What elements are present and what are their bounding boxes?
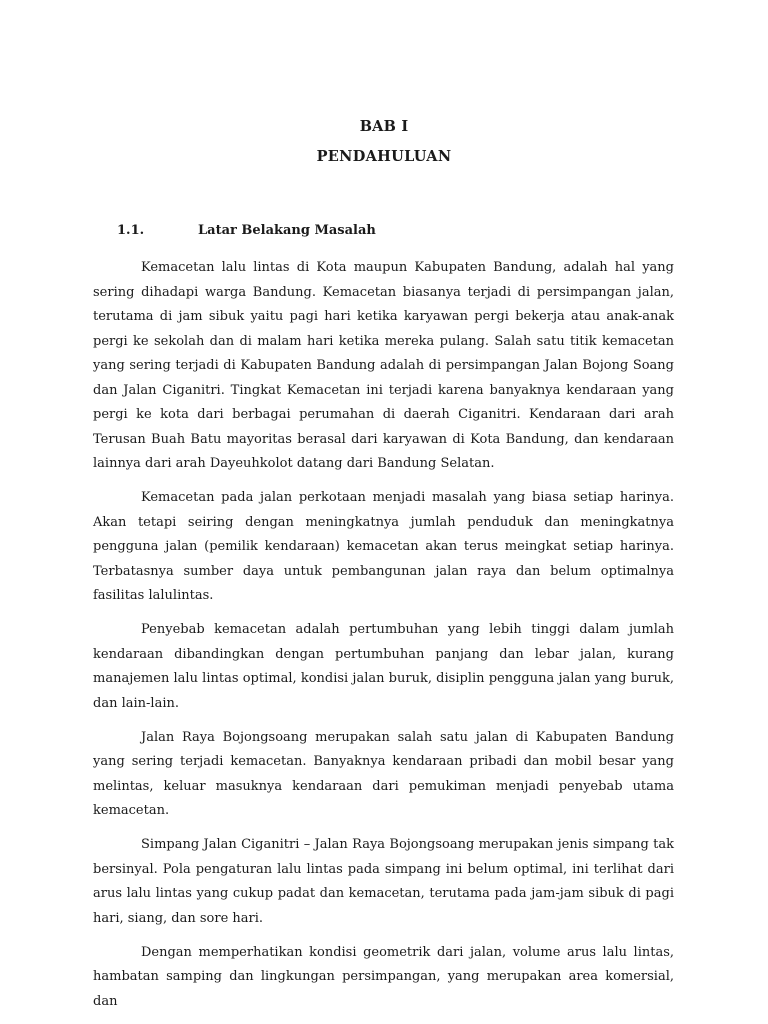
section-title: Latar Belakang Masalah xyxy=(198,223,376,238)
paragraph-1: Kemacetan lalu lintas di Kota maupun Kabupaten Bandung, adalah hal yang sering dihadapi warga Bandung. Kemacetan biasanya terjadi di persimpangan jalan, terutama di jam sibuk yaitu pagi hari ketika karyawan pergi bekerja atau anak-anak pergi ke sekolah dan di malam hari ketika mereka pulang. Salah satu titik kemacetan yang sering terjadi di Kabupaten Bandung adalah di persimpangan Jalan Bojong Soang dan Jalan Ciganitri. Tingkat Kemacetan ini terjadi karena banyaknya kendaraan yang pergi ke kota dari berbagai perumahan di daerah Ciganitri. Kendaraan dari arah Terusan Buah Batu mayoritas berasal dari karyawan di Kota Bandung, dan kendaraan lainnya dari arah Dayeuhkolot datang dari Bandung Selatan. xyxy=(93,260,674,471)
chapter-number: BAB I xyxy=(359,118,409,135)
paragraph-5: Simpang Jalan Ciganitri – Jalan Raya Bojongsoang merupakan jenis simpang tak bersinyal. Pola pengaturan lalu lintas pada simpang ini belum optimal, ini terlihat dari arus lalu lintas yang cukup padat dan kemacetan, terutama pada jam-jam sibuk di pagi hari, siang, dan sore hari. xyxy=(93,837,674,926)
body-text xyxy=(93,256,674,1014)
paragraph-3: Penyebab kemacetan adalah pertumbuhan yang lebih tinggi dalam jumlah kendaraan dibandingkan dengan pertumbuhan panjang dan lebar jalan, kurang manajemen lalu lintas optimal, kondisi jalan buruk, disiplin pengguna jalan yang buruk, dan lain-lain. xyxy=(93,622,674,711)
chapter-title: PENDAHULUAN xyxy=(316,148,452,165)
paragraph-4: Jalan Raya Bojongsoang merupakan salah satu jalan di Kabupaten Bandung yang sering terjadi kemacetan. Banyaknya kendaraan pribadi dan mobil besar yang melintas, keluar masuknya kendaraan dari pemukiman menjadi penyebab utama kemacetan. xyxy=(93,729,674,818)
section-heading xyxy=(117,223,376,238)
section-number: 1.1. xyxy=(117,223,145,238)
paragraph-6: Dengan memperhatikan kondisi geometrik dari jalan, volume arus lalu lintas, hambatan samping dan lingkungan persimpangan, yang merupakan area komersial, dan xyxy=(93,944,674,1009)
paragraph-2: Kemacetan pada jalan perkotaan menjadi masalah yang biasa setiap harinya. Akan tetapi seiring dengan meningkatnya jumlah penduduk dan meningkatnya pengguna jalan (pemilik kendaraan) kemacetan akan terus meingkat setiap harinya. Terbatasnya sumber daya untuk pembangunan jalan raya dan belum optimalnya fasilitas lalulintas. xyxy=(93,490,674,603)
